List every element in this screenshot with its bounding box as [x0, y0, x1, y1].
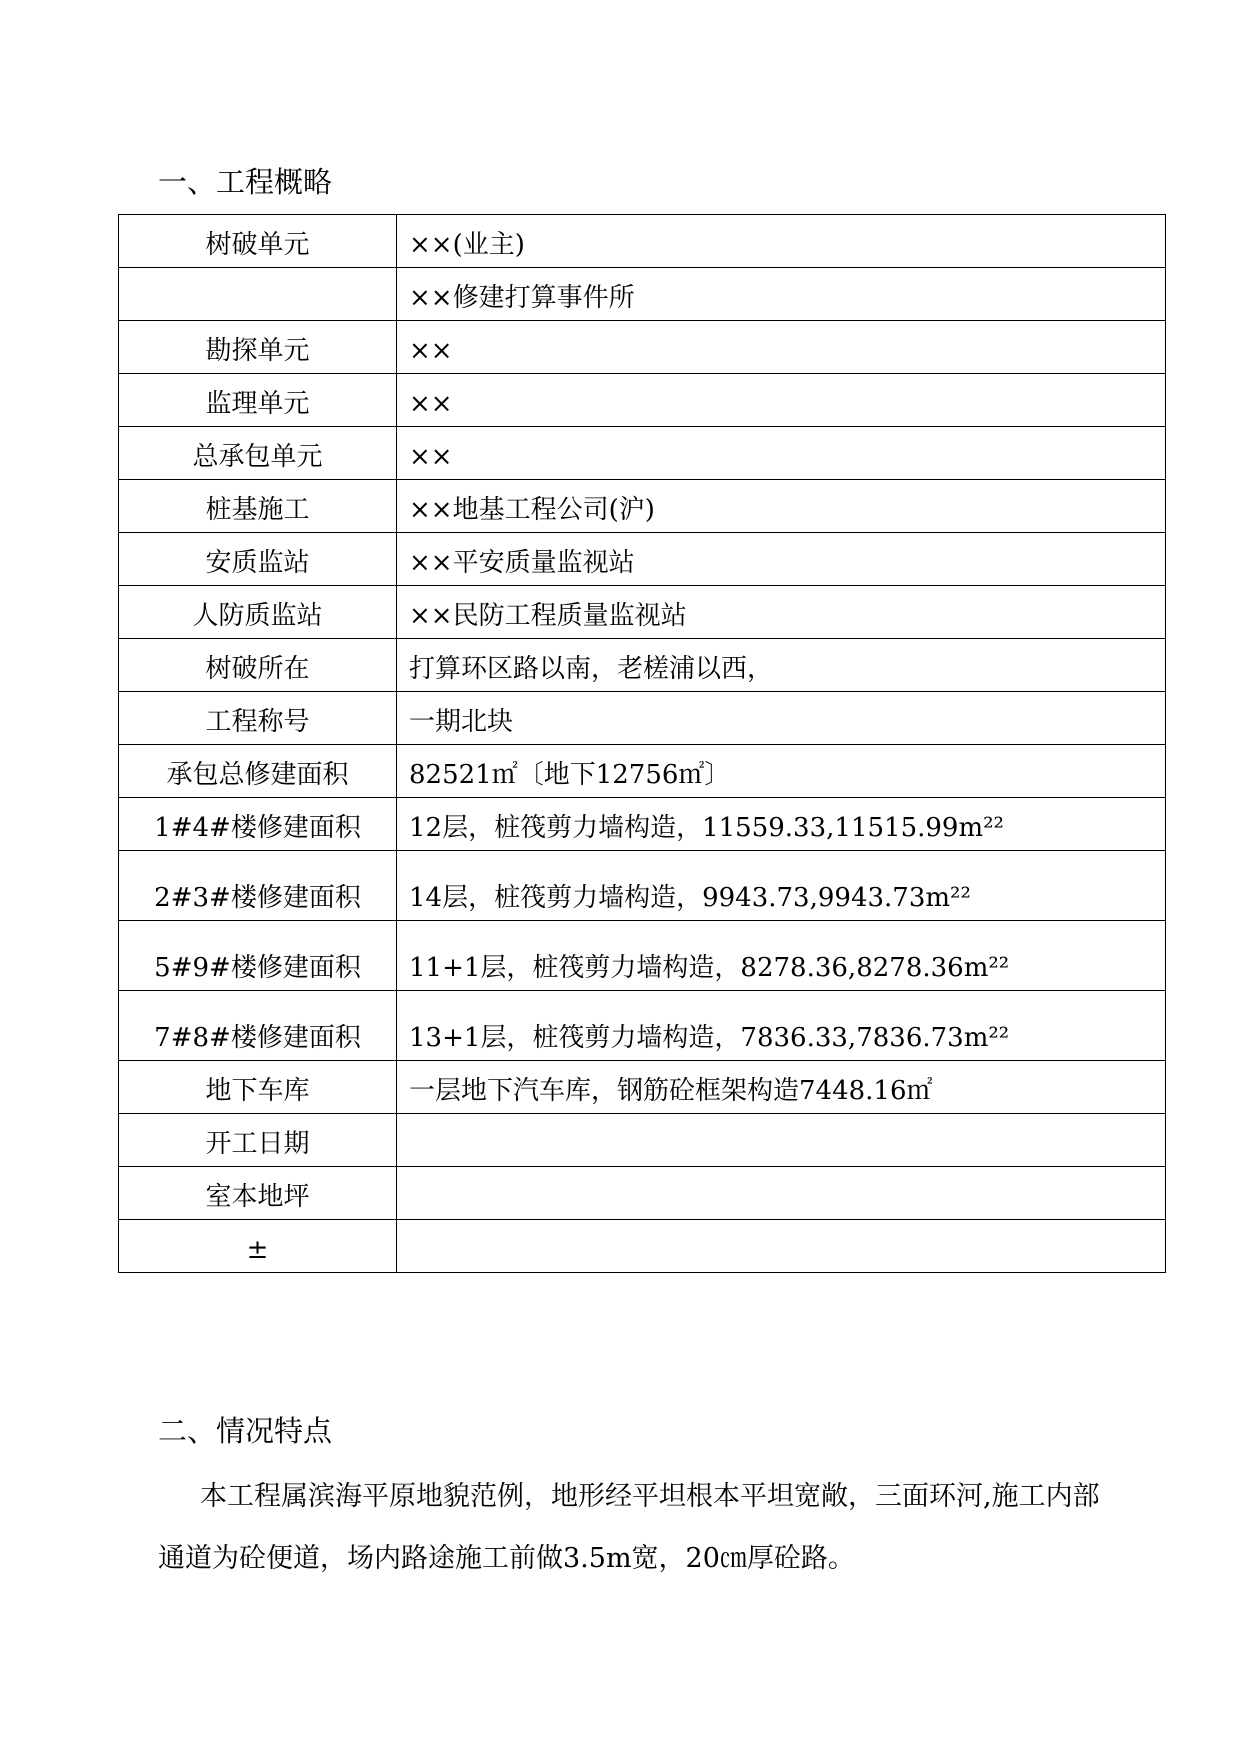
row-value: ××修建打算事件所 [397, 268, 1166, 321]
row-label: 总承包单元 [119, 427, 397, 480]
row-value: 12层，桩筏剪力墙构造，11559.33,11515.99m²² [397, 798, 1166, 851]
row-label: 勘探单元 [119, 321, 397, 374]
table-row [119, 533, 1166, 586]
row-label: 承包总修建面积 [119, 745, 397, 798]
table-row [119, 1167, 1166, 1220]
row-value: ××民防工程质量监视站 [397, 586, 1166, 639]
table-row [119, 427, 1166, 480]
table-row [119, 1220, 1166, 1273]
project-overview-table [118, 214, 1166, 1273]
row-label: 监理单元 [119, 374, 397, 427]
row-label: 1#4#楼修建面积 [119, 798, 397, 851]
row-label: 工程称号 [119, 692, 397, 745]
row-value: 13+1层，桩筏剪力墙构造，7836.33,7836.73m²² [397, 991, 1166, 1061]
table-row [119, 321, 1166, 374]
table-row [119, 639, 1166, 692]
row-value: ××地基工程公司(沪) [397, 480, 1166, 533]
row-value [397, 1167, 1166, 1220]
row-label: 人防质监站 [119, 586, 397, 639]
row-label: 开工日期 [119, 1114, 397, 1167]
table-row [119, 1061, 1166, 1114]
table-row [119, 692, 1166, 745]
row-value: ×× [397, 321, 1166, 374]
row-label: 5#9#楼修建面积 [119, 921, 397, 991]
row-value: 11+1层，桩筏剪力墙构造，8278.36,8278.36m²² [397, 921, 1166, 991]
row-value: ××(业主) [397, 215, 1166, 268]
table-row [119, 586, 1166, 639]
row-value: 打算环区路以南，老槎浦以西， [397, 639, 1166, 692]
row-label: 安质监站 [119, 533, 397, 586]
row-value [397, 1114, 1166, 1167]
section-title-overview: 一、工程概略 [158, 165, 333, 199]
row-label: 地下车库 [119, 1061, 397, 1114]
row-label: 树破所在 [119, 639, 397, 692]
row-label: 桩基施工 [119, 480, 397, 533]
row-value: 14层，桩筏剪力墙构造，9943.73,9943.73m²² [397, 851, 1166, 921]
row-label: 树破单元 [119, 215, 397, 268]
table-body [119, 215, 1166, 1273]
row-value [397, 1220, 1166, 1273]
row-label: ± [119, 1220, 397, 1273]
section-title-conditions: 二、情况特点 [158, 1414, 333, 1448]
table-row [119, 215, 1166, 268]
table-row [119, 991, 1166, 1061]
table-row [119, 921, 1166, 991]
row-value: 一层地下汽车库，钢筋砼框架构造7448.16㎡ [397, 1061, 1166, 1114]
row-value: ×× [397, 374, 1166, 427]
row-value: ××平安质量监视站 [397, 533, 1166, 586]
table-row [119, 268, 1166, 321]
table-row [119, 745, 1166, 798]
table-row [119, 1114, 1166, 1167]
row-label: 7#8#楼修建面积 [119, 991, 397, 1061]
row-value: ×× [397, 427, 1166, 480]
table-row [119, 480, 1166, 533]
row-label [119, 268, 397, 321]
row-value: 82521㎡〔地下12756㎡〕 [397, 745, 1166, 798]
table-row [119, 851, 1166, 921]
row-label: 2#3#楼修建面积 [119, 851, 397, 921]
conditions-paragraph: 本工程属滨海平原地貌范例，地形经平坦根本平坦宽敞，三面环河,施工内部通道为砼便道，场内路途施工前做3.5m宽，20㎝厚砼路。 [158, 1481, 1100, 1574]
row-label: 室本地坪 [119, 1167, 397, 1220]
row-value: 一期北块 [397, 692, 1166, 745]
table-row [119, 798, 1166, 851]
table-row [119, 374, 1166, 427]
